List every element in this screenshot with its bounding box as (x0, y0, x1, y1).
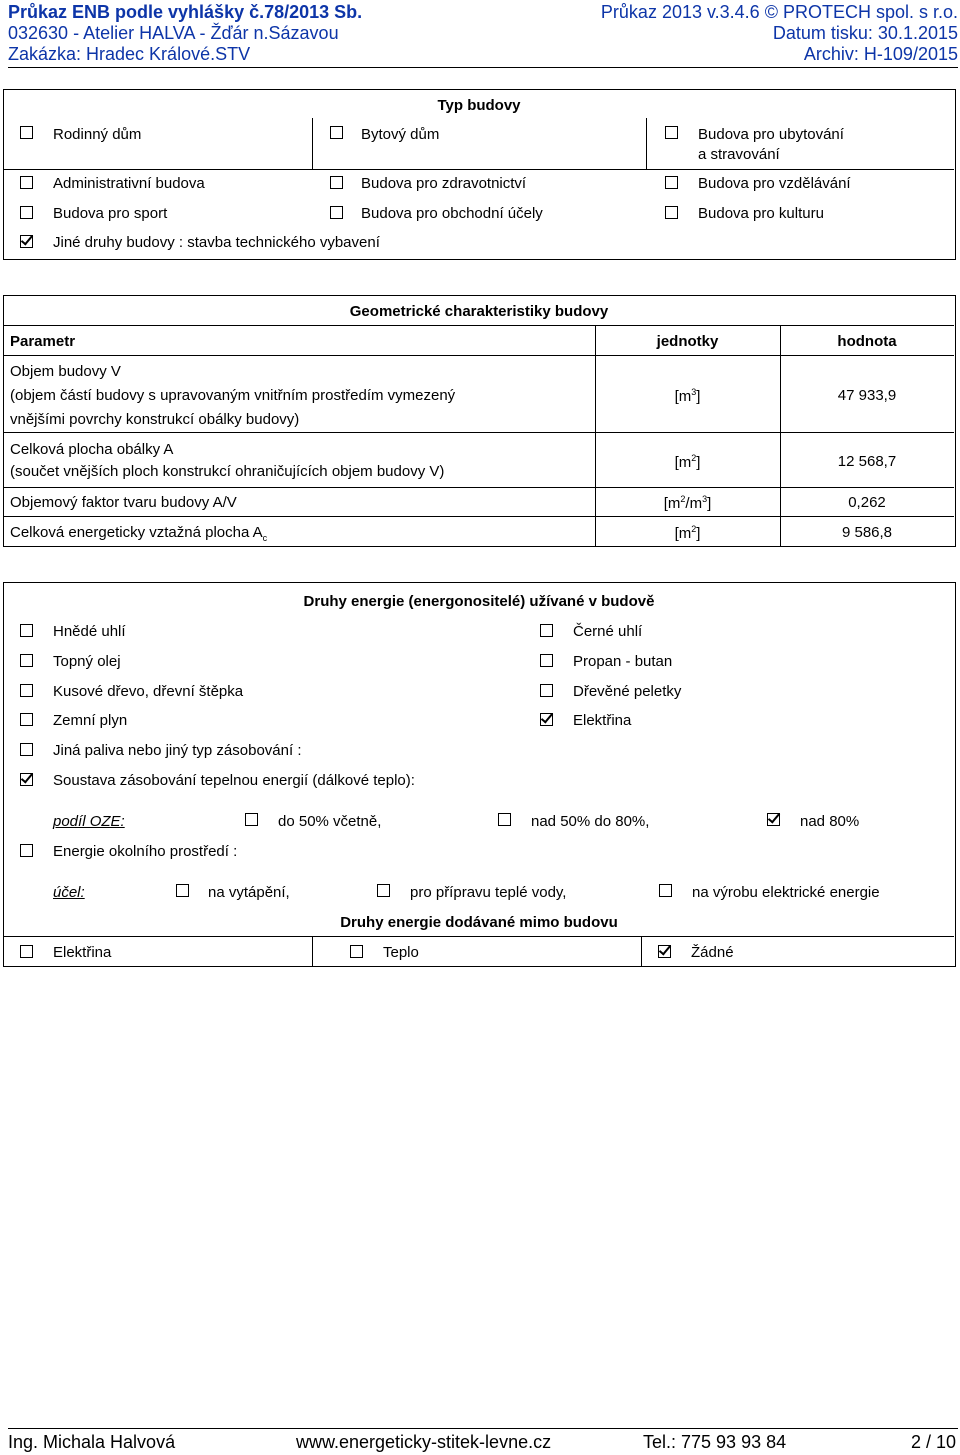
option-label: Rodinný dům (53, 126, 142, 143)
parameter-description: (součet vnějších ploch konstrukcí ohraničujících objem budovy V) (10, 463, 445, 480)
checkbox-icon[interactable] (20, 176, 33, 189)
column-divider (312, 936, 313, 966)
header-row-3 (8, 44, 958, 64)
parameter-label: Celková energeticky vztažná plocha $A_c$ (10, 524, 268, 543)
option-label: Teplo (383, 944, 419, 961)
building-type-section (3, 89, 956, 260)
option-label: Energie okolního prostředí : (53, 843, 238, 860)
row-divider (4, 432, 954, 433)
option-label: Jiná paliva nebo jiný typ zásobování : (53, 742, 302, 759)
row-divider (4, 325, 954, 326)
page-number: 2 / 10 (910, 1432, 956, 1452)
option-label: pro přípravu teplé vody, (410, 884, 567, 901)
column-divider (595, 325, 596, 546)
geometry-section (3, 295, 956, 547)
column-header-value: hodnota (837, 333, 897, 350)
archive-number: Archiv: H-109/2015 (803, 44, 958, 64)
checkbox-icon[interactable] (20, 945, 33, 958)
option-label: Propan - butan (573, 653, 673, 670)
option-label: nad 50% do 80%, (531, 813, 650, 830)
option-label: Topný olej (53, 653, 121, 670)
checkbox-checked-icon[interactable] (20, 773, 33, 786)
checkbox-icon[interactable] (20, 713, 33, 726)
software-version: Průkaz 2013 v.3.4.6 © PROTECH spol. s r.o. (600, 2, 958, 22)
checkbox-checked-icon[interactable] (540, 713, 553, 726)
value: 0,262 (848, 494, 886, 511)
option-label: Elektřina (573, 712, 632, 729)
option-label: Dřevěné peletky (573, 683, 682, 700)
office-name: 032630 - Atelier HALVA - Žďár n.Sázavou (8, 23, 339, 43)
unit: $[m^2/m^3]$ (663, 494, 712, 512)
building-type-title: Typ budovy (437, 97, 521, 114)
checkbox-icon[interactable] (245, 813, 258, 826)
option-label: nad 80% (800, 813, 860, 830)
checkbox-icon[interactable] (377, 884, 390, 897)
unit: $[m^2]$ (674, 524, 701, 542)
row-divider (4, 355, 954, 356)
print-date: Datum tisku: 30.1.2015 (772, 23, 958, 43)
checkbox-icon[interactable] (350, 945, 363, 958)
option-label: Budova pro ubytování (698, 126, 844, 143)
parameter-label: Celková plocha obálky A (10, 441, 174, 458)
footer-divider (8, 1428, 958, 1429)
oze-share-label: podíl OZE: (53, 813, 125, 830)
checkbox-icon[interactable] (540, 624, 553, 637)
header-row-2 (8, 23, 958, 43)
option-label: do 50% včetně, (278, 813, 382, 830)
energy-section (3, 582, 956, 967)
option-label: na výrobu elektrické energie (692, 884, 880, 901)
option-label: Černé uhlí (573, 623, 643, 640)
option-label: Hnědé uhlí (53, 623, 126, 640)
option-label: Žádné (691, 944, 734, 961)
energy-title: Druhy energie (energonositelé) užívané v budově (303, 593, 655, 610)
checkbox-icon[interactable] (330, 176, 343, 189)
option-label: Elektřina (53, 944, 112, 961)
job-name: Zakázka: Hradec Králové.STV (8, 44, 251, 64)
footer-website[interactable]: www.energeticky-stitek-levne.cz (296, 1432, 552, 1452)
purpose-label: účel: (53, 884, 85, 901)
parameter-label: Objemový faktor tvaru budovy A/V (10, 494, 237, 511)
option-label: na vytápění, (208, 884, 290, 901)
supplied-energy-title: Druhy energie dodávané mimo budovu (340, 914, 618, 931)
parameter-description: (objem částí budovy s upravovaným vnitřním prostředím vymezený (10, 387, 456, 404)
checkbox-icon[interactable] (20, 654, 33, 667)
checkbox-icon[interactable] (20, 206, 33, 219)
checkbox-icon[interactable] (176, 884, 189, 897)
checkbox-icon[interactable] (20, 126, 33, 139)
option-label: Jiné druhy budovy : stavba technického vybavení (53, 234, 380, 251)
footer-phone: Tel.: 775 93 93 84 (643, 1432, 787, 1452)
option-label: Administrativní budova (53, 175, 205, 192)
option-label: Budova pro kulturu (698, 205, 824, 222)
column-divider (780, 325, 781, 546)
value: 12 568,7 (837, 453, 897, 470)
parameter-label: Objem budovy V (10, 363, 121, 380)
geometry-title: Geometrické charakteristiky budovy (349, 303, 609, 320)
parameter-description: vnějšími povrchy konstrukcí obálky budovy) (10, 411, 300, 428)
unit: $[m^2]$ (674, 453, 701, 471)
value: 9 586,8 (841, 524, 893, 541)
unit: $[m^3]$ (674, 387, 701, 405)
checkbox-icon[interactable] (665, 176, 678, 189)
checkbox-checked-icon[interactable] (658, 945, 671, 958)
column-divider (312, 118, 313, 169)
checkbox-icon[interactable] (540, 684, 553, 697)
document-title: Průkaz ENB podle vyhlášky č.78/2013 Sb. (8, 2, 363, 22)
value: 47 933,9 (837, 387, 897, 404)
row-divider (4, 487, 954, 488)
option-label: Zemní plyn (53, 712, 128, 729)
header-divider (8, 67, 958, 68)
footer-author: Ing. Michala Halvová (8, 1432, 176, 1452)
checkbox-icon[interactable] (540, 654, 553, 667)
row-divider (4, 169, 954, 170)
checkbox-checked-icon[interactable] (767, 813, 780, 826)
checkbox-icon[interactable] (665, 206, 678, 219)
checkbox-icon[interactable] (20, 624, 33, 637)
row-divider (4, 936, 954, 937)
checkbox-icon[interactable] (330, 206, 343, 219)
option-label: Budova pro sport (53, 205, 168, 222)
row-divider (4, 516, 954, 517)
option-label: Kusové dřevo, dřevní štěpka (53, 683, 244, 700)
checkbox-icon[interactable] (665, 126, 678, 139)
option-label: Bytový dům (361, 126, 440, 143)
column-header-units: jednotky (656, 333, 719, 350)
option-label: Budova pro zdravotnictví (361, 175, 527, 192)
header-row-1 (8, 2, 958, 22)
checkbox-icon[interactable] (20, 844, 33, 857)
checkbox-icon[interactable] (498, 813, 511, 826)
checkbox-icon[interactable] (20, 743, 33, 756)
option-label-line-2: a stravování (698, 146, 780, 163)
option-label: Soustava zásobování tepelnou energií (dálkové teplo): (53, 772, 415, 789)
option-label: Budova pro vzdělávání (698, 175, 851, 192)
column-header-parameter: Parametr (10, 333, 76, 350)
checkbox-icon[interactable] (20, 684, 33, 697)
checkbox-checked-icon[interactable] (20, 235, 33, 248)
checkbox-icon[interactable] (659, 884, 672, 897)
checkbox-icon[interactable] (330, 126, 343, 139)
column-divider (646, 118, 647, 169)
option-label: Budova pro obchodní účely (361, 205, 543, 222)
column-divider (641, 936, 642, 966)
